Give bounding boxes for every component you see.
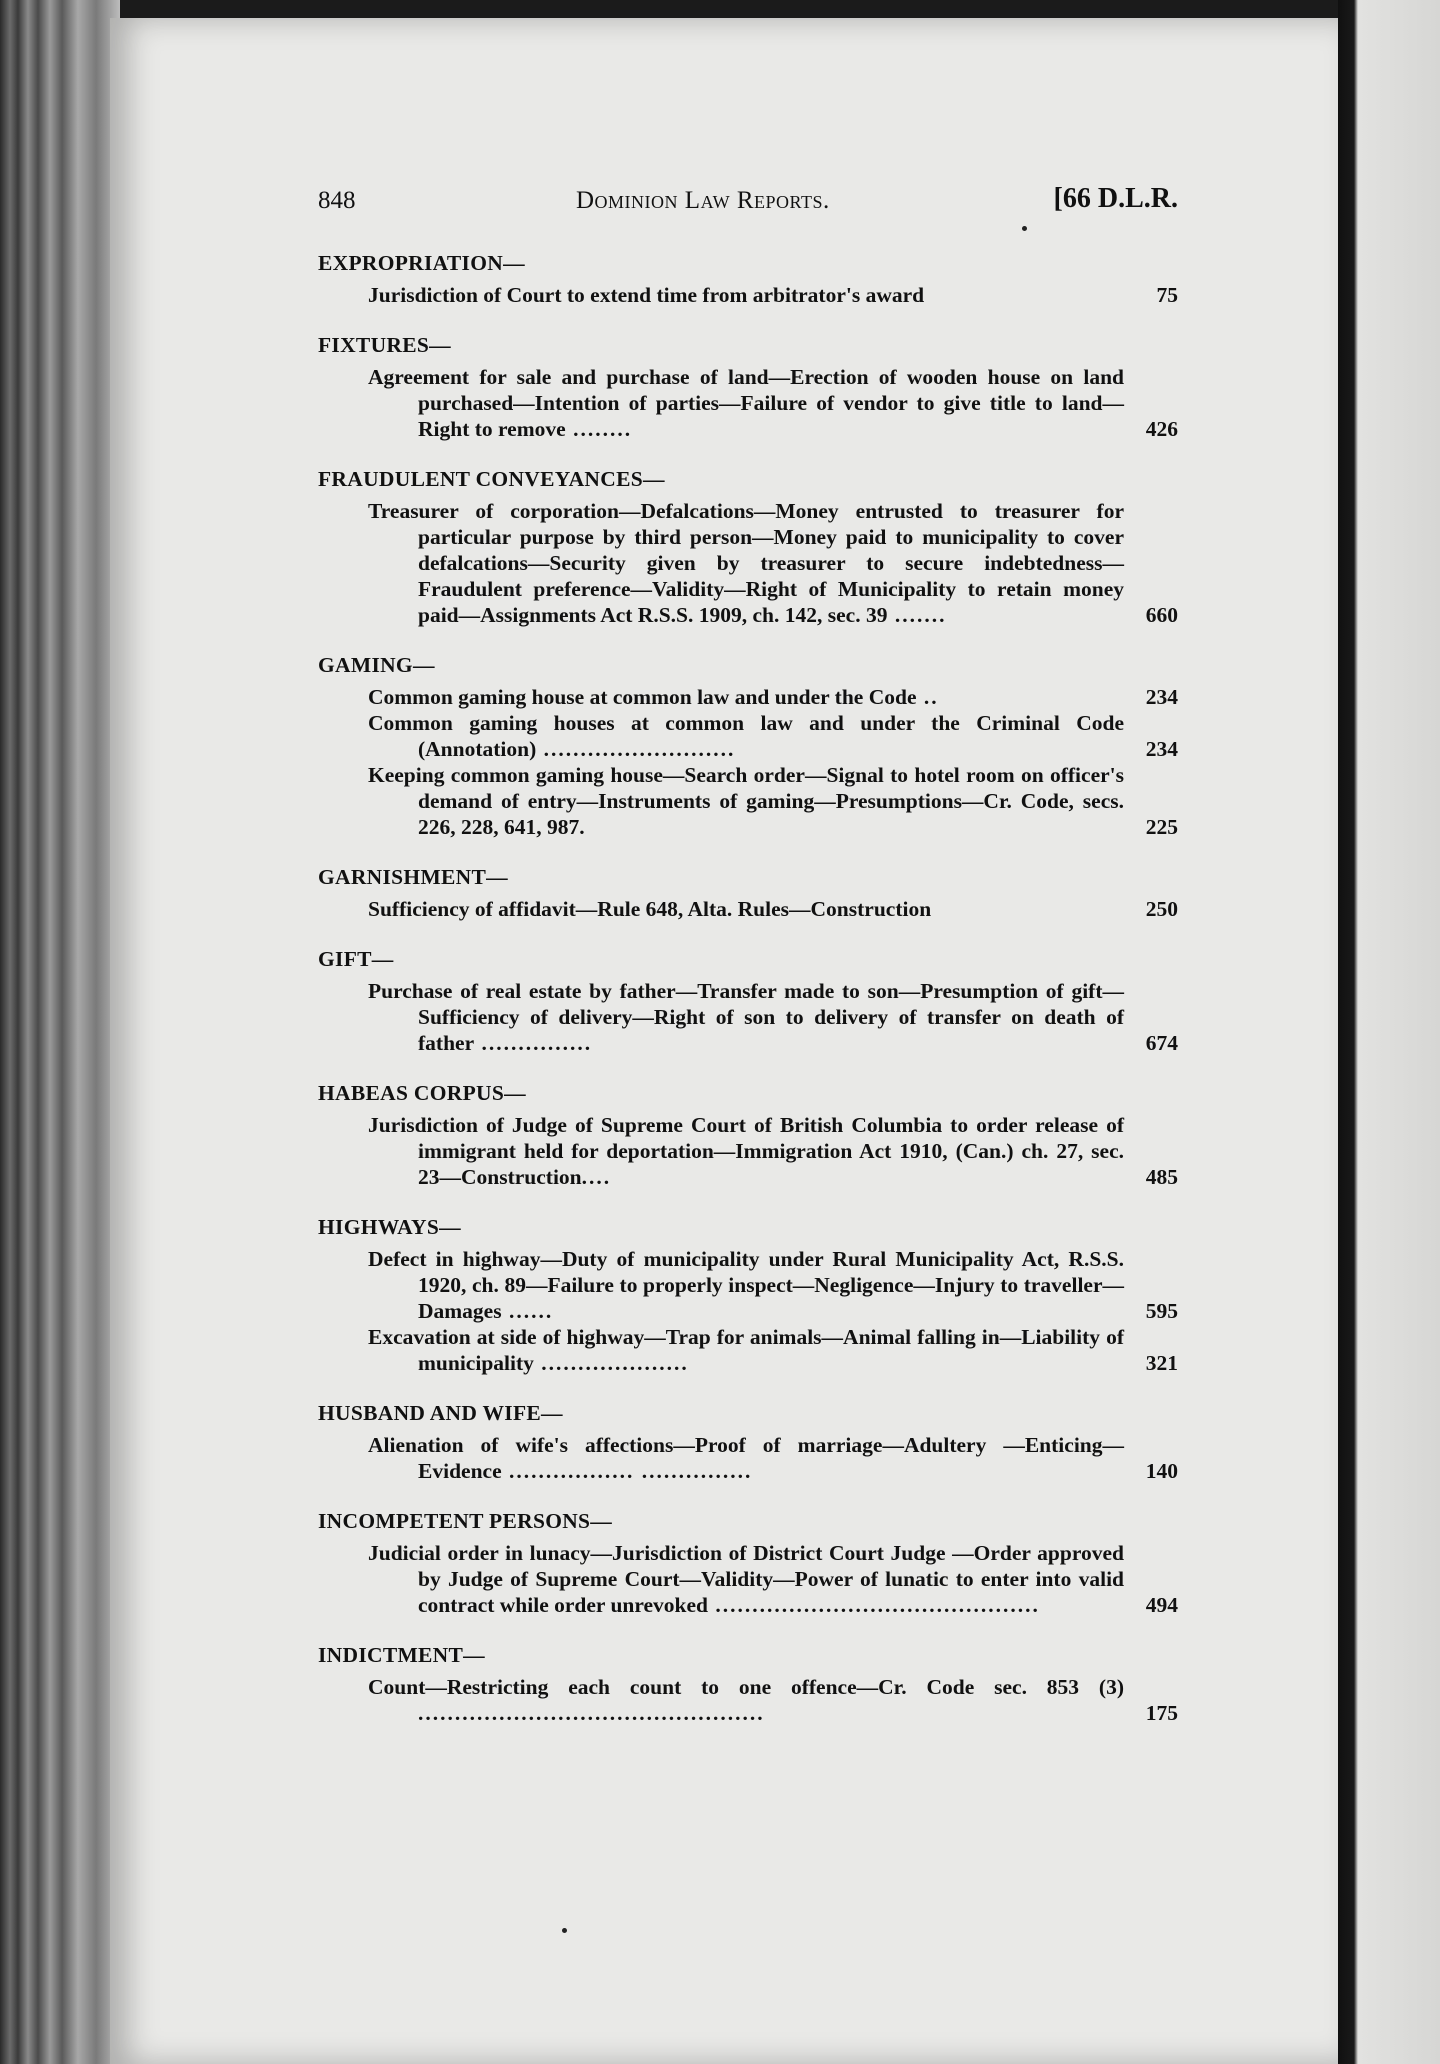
index-entry bbox=[368, 282, 1178, 308]
index-section bbox=[318, 250, 1178, 308]
leader-dots: .. bbox=[916, 685, 939, 709]
index-heading: GAMING— bbox=[318, 653, 435, 677]
index-section bbox=[318, 946, 1178, 1056]
index-heading: FRAUDULENT CONVEYANCES— bbox=[318, 467, 665, 491]
facing-page-edge bbox=[1338, 0, 1440, 2064]
entry-page-number: 674 bbox=[1145, 1031, 1178, 1055]
index-entry bbox=[368, 684, 1178, 710]
entry-page-number: 234 bbox=[1145, 737, 1178, 761]
ink-speck bbox=[562, 1928, 567, 1933]
index-section bbox=[318, 1400, 1178, 1484]
index-entry bbox=[368, 1246, 1178, 1324]
index-entry bbox=[368, 762, 1178, 840]
index-entry bbox=[368, 896, 1178, 922]
index-heading: GARNISHMENT— bbox=[318, 865, 508, 889]
entry-page-number: 595 bbox=[1145, 1299, 1178, 1323]
entry-text: Common gaming houses at common law and under the Criminal Code (Annotation) bbox=[368, 711, 1124, 761]
entry-text: Defect in highway—Duty of municipality under Rural Municipality Act, R.S.S. 1920, ch. 89—Failure to properly inspect—Negligence—Injury to traveller—Damages bbox=[368, 1247, 1124, 1323]
running-header bbox=[318, 183, 1178, 228]
entry-page-number: 494 bbox=[1145, 1593, 1178, 1617]
leader-dots: ............................................... bbox=[418, 1701, 765, 1725]
index-section bbox=[318, 1214, 1178, 1376]
leader-dots: .... bbox=[581, 1165, 612, 1189]
index-heading: INCOMPETENT PERSONS— bbox=[318, 1509, 613, 1533]
index-section bbox=[318, 1080, 1178, 1190]
entry-text: Excavation at side of highway—Trap for animals—Animal falling in—Liability of municipality bbox=[368, 1325, 1124, 1375]
entry-text: Purchase of real estate by father—Transfer made to son—Presumption of gift—Sufficiency of delivery—Right of son to delivery of transfer on death of father bbox=[368, 979, 1124, 1055]
entry-text: Count—Restricting each count to one offence—Cr. Code sec. 853 (3) bbox=[368, 1675, 1124, 1699]
index-entry bbox=[368, 498, 1178, 628]
index-sections bbox=[318, 250, 1178, 1726]
index-section bbox=[318, 466, 1178, 628]
leader-dots: ............................................ bbox=[708, 1593, 1040, 1617]
index-entry bbox=[368, 978, 1178, 1056]
entry-page-number: 660 bbox=[1145, 603, 1178, 627]
leader-dots: ....... bbox=[887, 603, 947, 627]
index-section bbox=[318, 1508, 1178, 1618]
entry-text: Sufficiency of affidavit—Rule 648, Alta. Rules—Construction bbox=[368, 897, 932, 921]
index-entry bbox=[368, 364, 1178, 442]
index-section bbox=[318, 332, 1178, 442]
index-entry bbox=[368, 1432, 1178, 1484]
index-heading: EXPROPRIATION— bbox=[318, 251, 525, 275]
index-heading: INDICTMENT— bbox=[318, 1643, 485, 1667]
entry-text: Common gaming house at common law and under the Code bbox=[368, 685, 917, 709]
leader-dots: ............... bbox=[474, 1031, 593, 1055]
entry-page-number: 225 bbox=[1145, 815, 1178, 839]
entry-page-number: 250 bbox=[1145, 897, 1178, 921]
index-section bbox=[318, 864, 1178, 922]
leader-dots: .......................... bbox=[536, 737, 736, 761]
entry-page-number: 426 bbox=[1145, 417, 1178, 441]
entry-page-number: 485 bbox=[1145, 1165, 1178, 1189]
leader-dots: ........ bbox=[565, 417, 633, 441]
running-title: Dominion Law Reports. bbox=[576, 187, 830, 214]
index-heading: HABEAS CORPUS— bbox=[318, 1081, 526, 1105]
index-entry bbox=[368, 1674, 1178, 1726]
index-heading: HUSBAND AND WIFE— bbox=[318, 1401, 563, 1425]
index-heading: HIGHWAYS— bbox=[318, 1215, 461, 1239]
entry-page-number: 75 bbox=[1156, 283, 1178, 307]
entry-text: Judicial order in lunacy—Jurisdiction of District Court Judge —Order approved by Judge of Supreme Court—Validity—Power of lunatic to enter into valid contract while order unrevoked bbox=[368, 1541, 1124, 1617]
page-number: 848 bbox=[318, 187, 356, 214]
index-heading: FIXTURES— bbox=[318, 333, 451, 357]
entry-text: Agreement for sale and purchase of land—Erection of wooden house on land purchased—Intention of parties—Failure of vendor to give title to land—Right to remove bbox=[368, 365, 1124, 441]
entry-text: Jurisdiction of Judge of Supreme Court of British Columbia to order release of immigrant held for deportation—Immigration Act 1910, (Can.) ch. 27, sec. 23—Construction bbox=[368, 1113, 1124, 1189]
leader-dots: ...... bbox=[501, 1299, 554, 1323]
leader-dots: .................... bbox=[533, 1351, 689, 1375]
index-section bbox=[318, 652, 1178, 840]
entry-page-number: 234 bbox=[1145, 685, 1178, 709]
entry-text: Keeping common gaming house—Search order—Signal to hotel room on officer's demand of entry—Instruments of gaming—Presumptions—Cr. Code, secs. 226, 228, 641, 987. bbox=[368, 763, 1124, 839]
entry-text: Jurisdiction of Court to extend time from arbitrator's award bbox=[368, 283, 925, 307]
index-entry bbox=[368, 1112, 1178, 1190]
index-heading: GIFT— bbox=[318, 947, 394, 971]
volume-reference: [66 D.L.R. bbox=[1053, 183, 1178, 214]
entry-page-number: 140 bbox=[1145, 1459, 1178, 1483]
index-entry bbox=[368, 1540, 1178, 1618]
entry-text: Treasurer of corporation—Defalcations—Money entrusted to treasurer for particular purpose by third person—Money paid to municipality to cover defalcations—Security given by treasurer to secure indebtedness—Fraudulent preference—Validity—Right of Municipality to retain money paid—Assignments Act R.S.S. 1909, ch. 142, sec. 39 bbox=[368, 499, 1124, 627]
leader-dots: ................. ............... bbox=[501, 1459, 753, 1483]
book-spine bbox=[0, 0, 120, 2064]
entry-page-number: 321 bbox=[1145, 1351, 1178, 1375]
index-entry bbox=[368, 710, 1178, 762]
index-entry bbox=[368, 1324, 1178, 1376]
entry-page-number: 175 bbox=[1145, 1701, 1178, 1725]
entry-text: Alienation of wife's affections—Proof of marriage—Adultery —Enticing—Evidence bbox=[368, 1433, 1124, 1483]
index-page-content bbox=[318, 183, 1178, 1750]
index-section bbox=[318, 1642, 1178, 1726]
